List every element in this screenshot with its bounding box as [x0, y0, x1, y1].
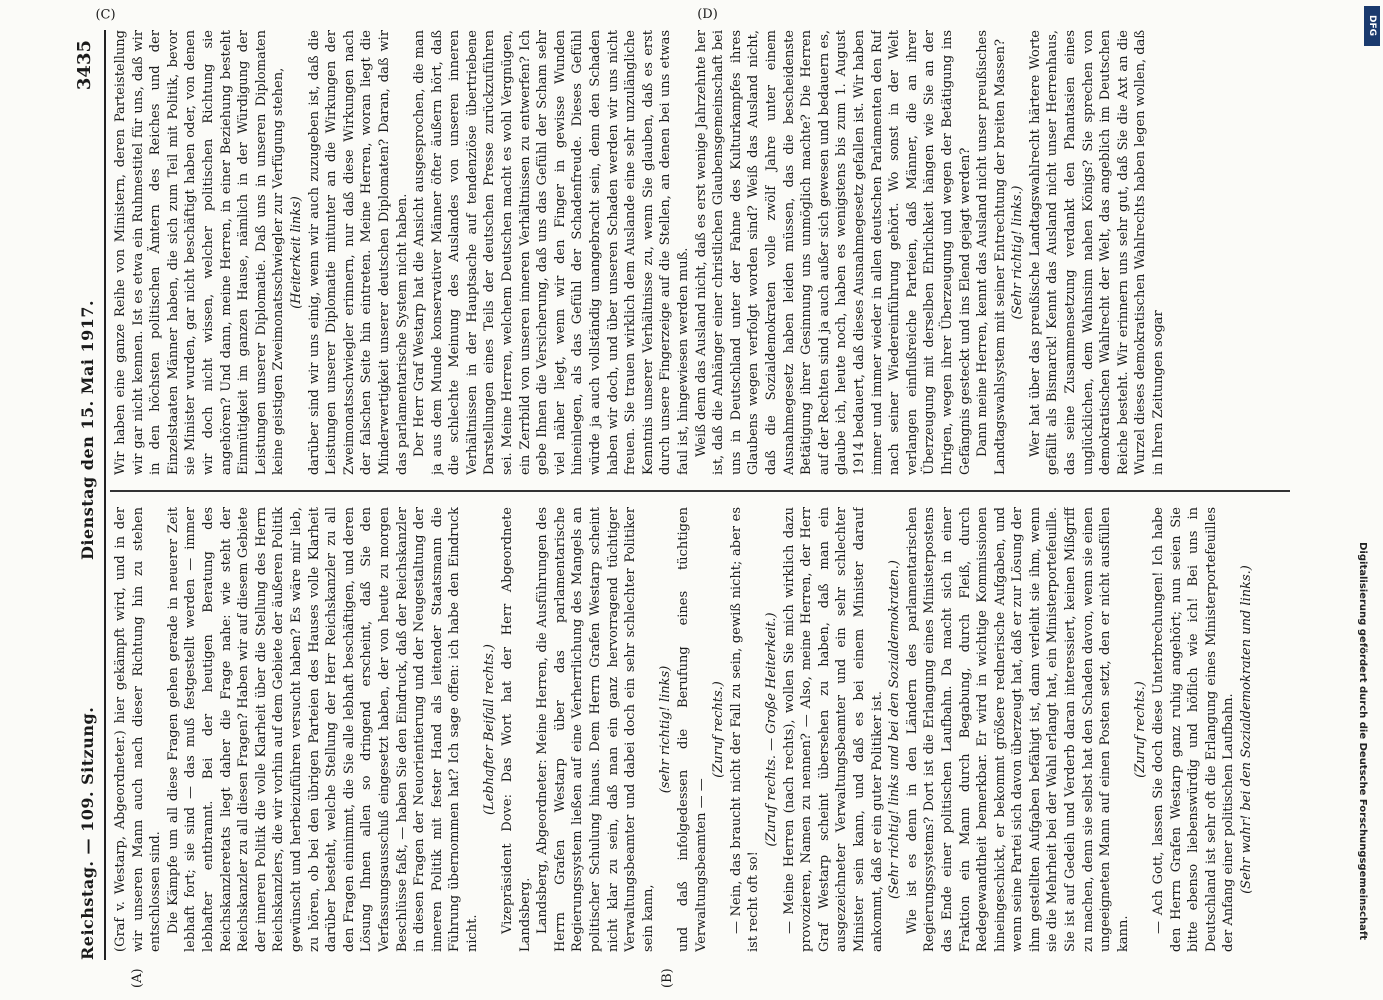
- paragraph: und daß infolgedessen die Berufung eines tüchtigen Verwaltungsbeamten — —: [676, 507, 709, 952]
- paragraph: Wir haben eine ganze Reihe von Ministern, deren Parteistellung wir gar nicht kennen. Ist es etwa ein Ruhmestitel für uns, daß wir in den höchsten politischen Ämtern des Reiches und der Einzelstaaten Männer haben, die sich zum Teil mit Politik, bevor sie Minister wurden, gar nicht beschäftigt haben oder, von denen wir doch nicht wissen, welcher politischen Richtung sie angehören? Und dann, meine Herren, in einer Beziehung besteht Einmütigkeit im ganzen Hause, nämlich in der Würdigung der Leistungen unserer Diplomatie. Daß uns in unseren Diplomaten keine geistigen Zweimonatsschwiegler zur Verfügung stehen,: [113, 30, 287, 475]
- paragraph: Die Kämpfe um all diese Fragen gehen gerade in neuerer Zeit lebhaft fort; sie sind — das muß festgestellt werden — immer lebhafter entbrannt. Bei der heutigen Beratung des Reichskanzleretats liegt daher die Frage nahe: wie steht der Reichskanzler zu all diesen Fragen? Haben wir auf diesem Gebiete der inneren Politik die volle Klarheit über die Stellung des Herrn Reichskanzlers, die wir vorhin auf dem Gebiete der äußeren Politik gewünscht und herbeizuführen versucht haben? Es wäre mir lieb, zu hören, ob bei den übrigen Parteien des Hauses volle Klarheit darüber besteht, welche Stellung der Herr Reichskanzler zu all den Fragen einnimmt, die Sie alle lebhaft beschäftigen, und deren Lösung Ihnen allen so dringend erscheint, daß Sie den Verfassungsausschuß eingesetzt haben, der von heute zu morgen Beschlüsse faßt, — haben Sie den Eindruck, daß der Reichskanzler in diesen Fragen der Neuorientierung und der Neugestaltung der inneren Politik mit fester Hand als leitender Staatsmann die Führung übernommen hat? Ich sage offen: ich habe den Eindruck nicht.: [165, 507, 480, 952]
- page-number: 3435: [74, 40, 95, 91]
- right-column: [112, 30, 1292, 475]
- paragraph: — Nein, das braucht nicht der Fall zu sein, gewiß nicht; aber es ist recht oft so!: [728, 507, 762, 952]
- margin-marker-c: (C): [95, 7, 116, 23]
- left-column: [112, 507, 1292, 952]
- header-rule: [104, 30, 106, 960]
- paragraph: Wie ist es denn in den Ländern des parlamentarischen Regierungssystems? Dort ist die Erlangung eines Ministerpostens das Ende einer politischen Laufbahn. Da macht sich in einer Fraktion ein Mann durch Begabung, durch Fleiß, durch Redegewandtheit bemerkbar. Er wird in wichtige Kommissionen hineingeschickt, er bekommt größere rednerische Aufgaben, und wenn seine Partei sich davon überzeugt hat, daß er zur Lösung der ihm gestellten Aufgaben befähigt ist, dann verleiht sie ihm, wenn sie die Mehrheit bei der Wahl erlangt hat, ein Ministerportefeuille. Sie ist auf Gedeih und Verderb daran interessiert, keinen Mißgriff zu machen, denn sie selbst hat den Schaden davon, wenn sie einen ungeeigneten Mann auf einen Posten setzt, den er nicht ausfüllen kann.: [904, 507, 1131, 952]
- interjection: (Heiterkeit links): [288, 196, 304, 309]
- paragraph: darüber sind wir uns einig, wenn wir auch zuzugeben ist, daß die Leistungen unserer Diplomatie mitunter an die Wirkungen der Zweimonatsschwiegler erinnern, nur daß diese Wirkungen nach der falschen Seite hin eintreten. Meine Herren, woran liegt die Minderwertigkeit unserer deutschen Diplomaten? Daran, daß wir das parlamentarische System nicht haben.: [306, 30, 410, 475]
- speaker-paragraph: Landsberg, Abgeordneter: Meine Herren, die Ausführungen des Herrn Grafen Westarp über das parlamentarische Regierungssystem ließen auf eine Verherrlichung des Mangels an politischer Schulung hinaus. Dem Herrn Grafen Westarp scheint nicht klar zu sein, daß man ein ganz hervorragend tüchtiger Verwaltungsbeamter und dabei doch ein sehr schlechter Politiker sein kann,: [535, 507, 656, 952]
- paragraph: Weiß denn das Ausland nicht, daß es erst wenige Jahrzehnte her ist, daß die Anhänger einer christlichen Glaubensgemeinschaft bei uns in Deutschland unter der Fahne des Kulturkampfes ihres Glaubens wegen verfolgt worden sind? Weiß das Ausland nicht, daß die Sozialdemokraten volle zwölf Jahre unter einem Ausnahmegesetz haben leiden müssen, das die bescheidenste Betätigung ihrer Gesinnung uns unmöglich machte? Die Herren auf der Rechten sind ja auch außer sich gewesen und bedauern es, glaube ich, heute noch, haben es wenigstens bis zum 1. August 1914 bedauert, daß dieses Ausnahmegesetz gefallen ist. Wir haben immer und immer wieder in allen deutschen Parlamenten den Ruf nach seiner Wiedereinführung gehört. Wo sonst in der Welt verlangen einflußreiche Parteien, daß Männer, die an ihrer Überzeugung mit derselben Ehrlichkeit hängen wie Sie an der Ihrigen, wegen ihrer Überzeugung und wegen der Betätigung ins Gefängnis gesteckt und ins Elend gejagt werden?: [693, 30, 973, 475]
- header-date: Dienstag den 15. Mai 1917.: [78, 299, 97, 560]
- margin-marker-d: (D): [697, 7, 718, 23]
- interjection: (Lebhafter Beifall rechts.): [482, 644, 498, 815]
- paragraph: (Graf v. Westarp, Abgeordneter.) hier gekämpft wird, und in der wir unseren Mann auch nach dieser Richtung hin zu stehen entschlossen sind.: [113, 507, 164, 952]
- interjection: (Zuruf rechts. — Große Heiterkeit.): [763, 612, 779, 847]
- interjection: (Zuruf rechts.): [1133, 681, 1149, 778]
- paragraph: Wer hat über das preußische Landtagswahlrecht härtere Worte gefällt als Bismarck! Kennt das Ausland nicht unser Herrenhaus, das seine Zusammensetzung verdankt den Phantasien eines unglücklichen, dem Wahnsinn nahen Königs? Sie sprechen von demokratischen Wahlrecht der Welt, das angeblich im Deutschen Reiche besteht. Wir erinnern uns sehr gut, daß Sie die Axt an die Wurzel dieses demokratischen Wahlrechts haben legen wollen, daß in Ihren Zeitungen sogar: [1027, 30, 1167, 475]
- margin-marker-b: (B): [660, 968, 675, 988]
- margin-marker-a: (A): [130, 968, 145, 988]
- paragraph: — Meine Herren (nach rechts), wollen Sie mich wirklich dazu provozieren, Namen zu nennen? — Also, meine Herren, der Herr Graf Westarp scheint übersehen zu haben, daß man ein ausgezeichneter Verwaltungsbeamter und ein sehr schlechter Minister sein kann, und daß es bei einem Minister darauf ankommt, daß er ein guter Politiker ist.: [781, 507, 885, 952]
- paragraph: Dann meine Herren, kennt das Ausland nicht unser preußisches Landtagswahlsystem mit seiner Entrechtung der breiten Massen?: [975, 30, 1008, 475]
- interjection: (Sehr richtig! links.): [1010, 185, 1026, 320]
- header-session: Reichstag. — 109. Sitzung.: [78, 706, 97, 960]
- page-header: [74, 40, 102, 960]
- speaker-paragraph: Vizepräsident Dove: Das Wort hat der Herr Abgeordnete Landsberg.: [500, 507, 533, 952]
- paragraph: — Ach Gott, lassen Sie doch diese Unterbrechungen! Ich habe den Herrn Grafen Westarp ganz ruhig angehört; nun seien Sie bitte ebenso liebenswürdig und höflich wie ich! Bei uns in Deutschland ist sehr oft die Erlangung eines Ministerportefeuilles der Anfang einer politischen Laufbahn.: [1151, 507, 1237, 952]
- column-divider: [110, 491, 1290, 493]
- interjection: (Sehr wahr! bei den Sozialdemokraten und links.): [1239, 565, 1254, 894]
- interjection: (Sehr richtig! links und bei den Sozialdemokraten.): [887, 559, 903, 900]
- digitization-credit: Digitalisierung gefördert durch die Deutsche Forschungsgemeinschaft: [1357, 542, 1368, 940]
- dfg-logo: DFG: [1364, 6, 1380, 46]
- interjection: (sehr richtig! links): [658, 665, 674, 794]
- paragraph: Der Herr Graf Westarp hat die Ansicht ausgesprochen, die man ja aus dem Munde konservativer Männer öfter äußern hört, daß die schlechte Meinung des Auslandes von unseren inneren Verhältnissen in der Hauptsache auf tendenziöse übertriebene Darstellungen eines Teils der deutschen Presse zurückzuführen sei. Meine Herren, welchem Deutschen macht es wohl Vergnügen, ein Zerrbild von unseren inneren Verhältnissen zu entwerfen? Ich gebe Ihnen die Versicherung, daß uns das Gefühl der Scham sehr viel näher liegt, wenn wir den Finger in gewisse Wunden hineinlegen, als das Gefühl der Schadenfreude. Dieses Gefühl würde ja auch vollständig unangebracht sein, denn den Schaden haben wir doch, und über unseren Schaden werden wir uns nicht freuen. Sie trauen wirklich dem Auslande eine sehr unzulängliche Kenntnis unserer Verhältnisse zu, wenn Sie glauben, daß es erst durch unsere Fingerzeige auf die Stellen, an denen bei uns etwas faul ist, hingewiesen werden muß.: [412, 30, 691, 475]
- interjection: (Zuruf rechts.): [711, 681, 727, 778]
